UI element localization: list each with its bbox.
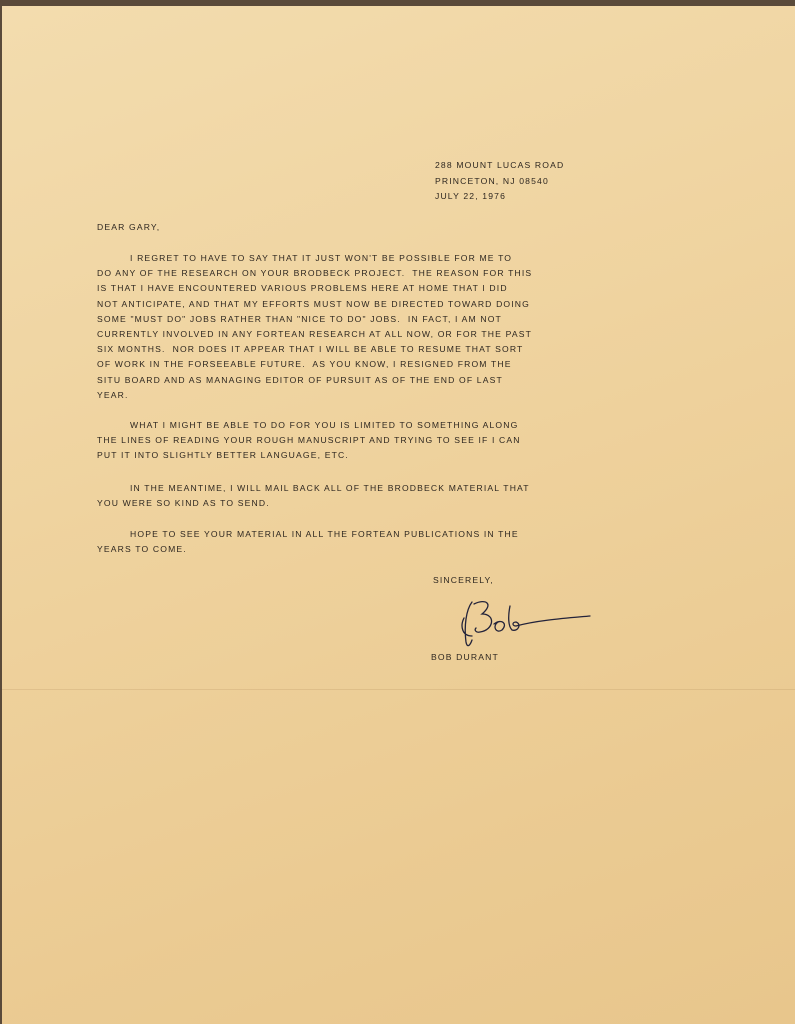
- paragraph-line: YEARS TO COME.: [97, 544, 187, 555]
- paragraph-line: HOPE TO SEE YOUR MATERIAL IN ALL THE FORTEAN PUBLICATIONS IN THE: [130, 529, 519, 539]
- salutation: DEAR GARY,: [97, 222, 161, 232]
- signer-name: BOB DURANT: [431, 652, 499, 662]
- paragraph-line: THE LINES OF READING YOUR ROUGH MANUSCRIPT AND TRYING TO SEE IF I CAN: [97, 435, 521, 446]
- paragraph-line: IN THE MEANTIME, I WILL MAIL BACK ALL OF THE BRODBECK MATERIAL THAT: [130, 483, 530, 493]
- paragraph-line: YOU WERE SO KIND AS TO SEND.: [97, 498, 270, 509]
- paragraph-line: SIX MONTHS. NOR DOES IT APPEAR THAT I WILL BE ABLE TO RESUME THAT SORT: [97, 344, 524, 355]
- paragraph-line: PUT IT INTO SLIGHTLY BETTER LANGUAGE, ETC.: [97, 450, 349, 461]
- closing: SINCERELY,: [433, 575, 494, 585]
- paragraph-line: YEAR.: [97, 389, 129, 400]
- letter-page: [2, 6, 795, 1024]
- paragraph-line: SITU BOARD AND AS MANAGING EDITOR OF PURSUIT AS OF THE END OF LAST: [97, 374, 503, 385]
- paragraph-line: WHAT I MIGHT BE ABLE TO DO FOR YOU IS LIMITED TO SOMETHING ALONG: [130, 420, 519, 430]
- address-line: 288 MOUNT LUCAS ROAD: [435, 160, 565, 170]
- paragraph-line: I REGRET TO HAVE TO SAY THAT IT JUST WON'T BE POSSIBLE FOR ME TO: [130, 253, 513, 263]
- handwritten-signature: [458, 596, 598, 651]
- address-line: JULY 22, 1976: [435, 191, 507, 201]
- paragraph-line: IS THAT I HAVE ENCOUNTERED VARIOUS PROBLEMS HERE AT HOME THAT I DID: [97, 283, 508, 294]
- fold-line: [2, 689, 795, 690]
- paragraph-line: SOME "MUST DO" JOBS RATHER THAN "NICE TO DO" JOBS. IN FACT, I AM NOT: [97, 313, 502, 324]
- paragraph-line: OF WORK IN THE FORSEEABLE FUTURE. AS YOU KNOW, I RESIGNED FROM THE: [97, 359, 512, 370]
- paragraph-line: DO ANY OF THE RESEARCH ON YOUR BRODBECK PROJECT. THE REASON FOR THIS: [97, 268, 533, 279]
- paragraph-line: NOT ANTICIPATE, AND THAT MY EFFORTS MUST NOW BE DIRECTED TOWARD DOING: [97, 298, 530, 309]
- paragraph-line: CURRENTLY INVOLVED IN ANY FORTEAN RESEARCH AT ALL NOW, OR FOR THE PAST: [97, 329, 532, 339]
- address-line: PRINCETON, NJ 08540: [435, 175, 549, 186]
